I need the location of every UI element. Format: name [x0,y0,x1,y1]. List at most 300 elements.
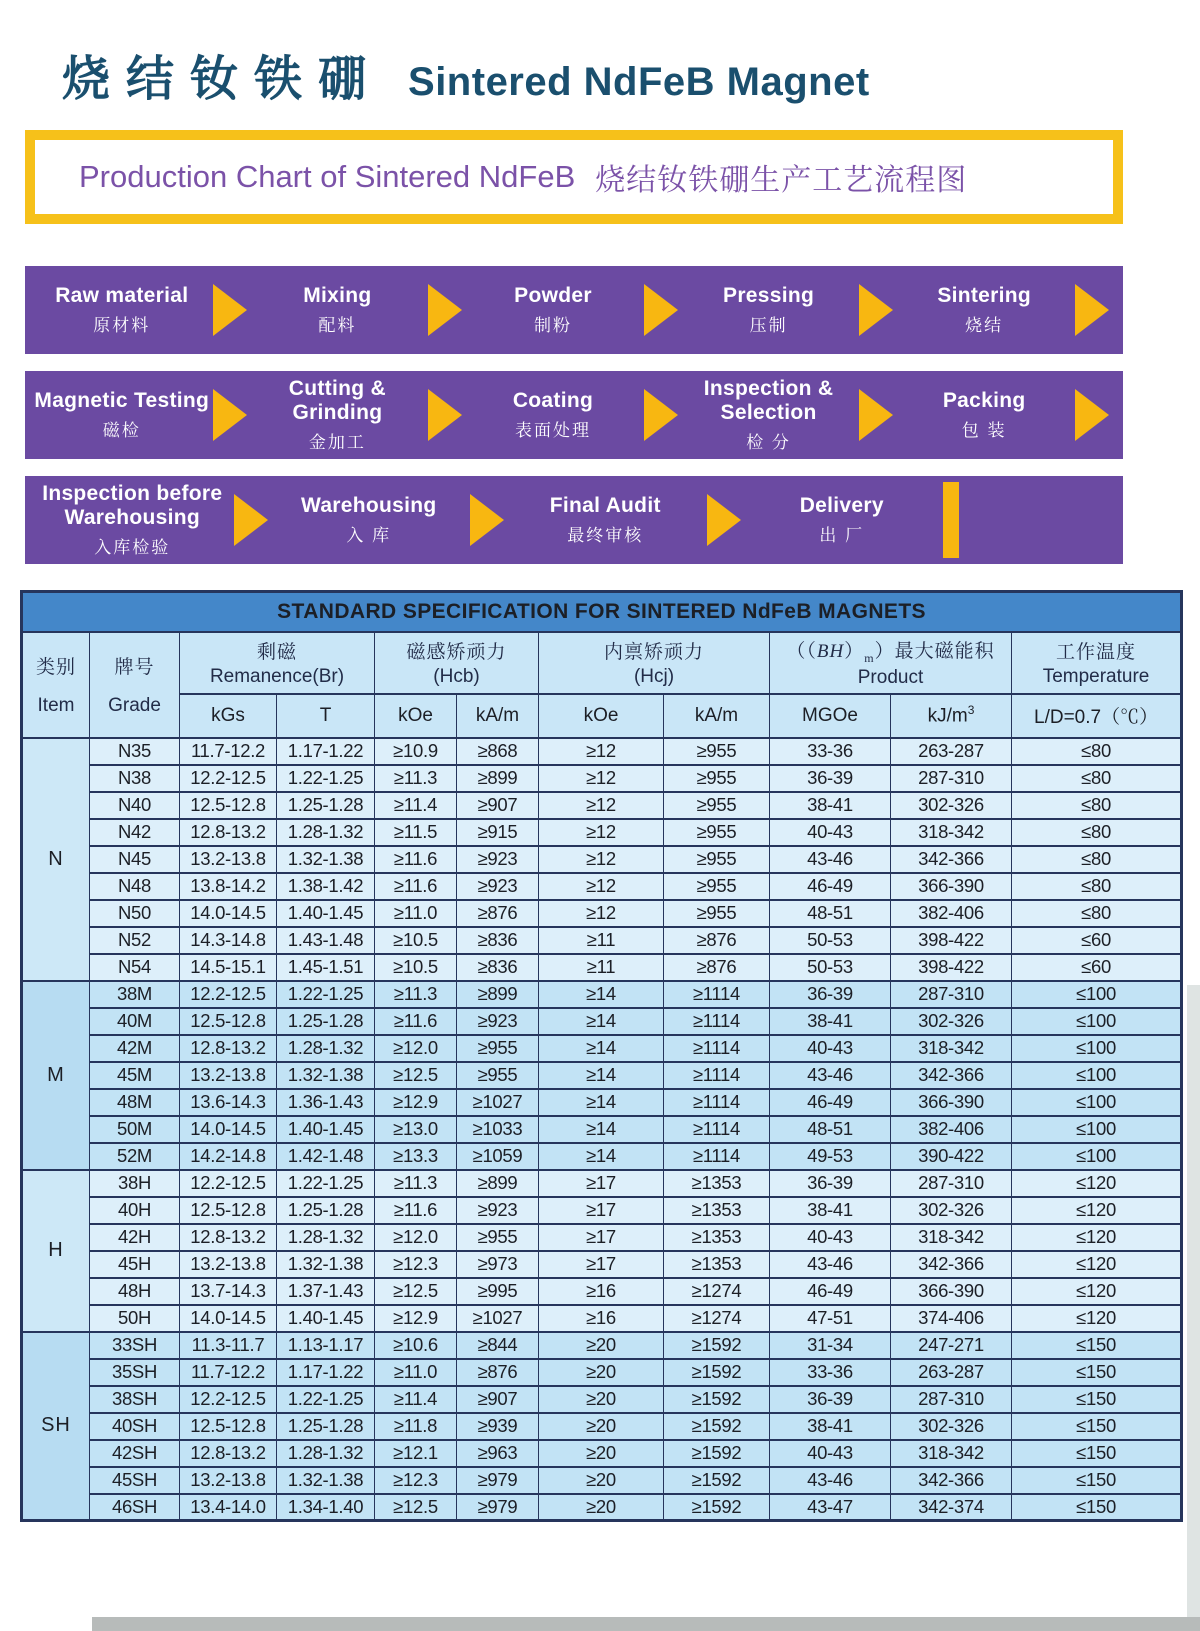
data-cell: 47-51 [770,1305,891,1332]
flow-step-powder [462,284,644,336]
grade-cell: 45SH [90,1467,180,1494]
data-cell: ≥1353 [664,1197,770,1224]
data-cell: ≥13.3 [375,1143,457,1170]
flow-step-label-zh: 金加工 [308,432,366,452]
data-cell: 382-406 [891,1116,1012,1143]
data-cell: ≤150 [1012,1332,1182,1359]
data-cell: ≥11.6 [375,1008,457,1035]
data-cell: ≤80 [1012,873,1182,900]
data-cell: ≥14 [539,1143,664,1170]
data-cell: 13.2-13.8 [180,1251,277,1278]
arrow-right-icon [234,494,268,546]
table-row-33sh [22,1332,1182,1359]
table-row-42m [22,1035,1182,1062]
data-cell: ≥1592 [664,1359,770,1386]
unit-hcj-koe: kOe [539,694,664,738]
data-cell: ≥10.9 [375,738,457,765]
table-row-42h [22,1224,1182,1251]
flow-step-label-zh: 表面处理 [514,420,591,440]
data-cell: ≥11.3 [375,765,457,792]
flow-step-sintering [893,284,1075,336]
table-header-units [22,694,1182,738]
grade-cell: N42 [90,819,180,846]
flow-step-packing [893,389,1075,441]
data-cell: ≥876 [664,954,770,981]
data-cell: ≤80 [1012,819,1182,846]
data-cell: ≤150 [1012,1440,1182,1467]
data-cell: ≥14 [539,1035,664,1062]
grade-cell: 42M [90,1035,180,1062]
data-cell: 1.34-1.40 [277,1494,375,1521]
data-cell: ≥876 [457,900,539,927]
unit-kgs: kGs [180,694,277,738]
data-cell: ≥923 [457,1008,539,1035]
grade-cell: 40SH [90,1413,180,1440]
table-row-52m [22,1143,1182,1170]
data-cell: ≥876 [457,1359,539,1386]
scan-edge-right [1187,985,1200,1617]
data-cell: ≥17 [539,1224,664,1251]
data-cell: ≥12.5 [375,1062,457,1089]
data-cell: 12.2-12.5 [180,765,277,792]
grade-cell: N52 [90,927,180,954]
data-cell: ≥17 [539,1170,664,1197]
data-cell: ≥955 [664,900,770,927]
arrow-right-icon [213,284,247,336]
page-title [0,0,1200,109]
flow-step-label-zh: 入库检验 [94,537,171,557]
data-cell: ≥1592 [664,1332,770,1359]
data-cell: ≥907 [457,792,539,819]
unit-hcb-kam: kA/m [457,694,539,738]
data-cell: ≥14 [539,1008,664,1035]
data-cell: 46-49 [770,873,891,900]
data-cell: 318-342 [891,819,1012,846]
data-cell: 1.40-1.45 [277,1305,375,1332]
table-row-38h [22,1170,1182,1197]
col-header-remanence: 剩磁 Remanence(Br) [180,632,375,694]
data-cell: 1.40-1.45 [277,1116,375,1143]
data-cell: 318-342 [891,1440,1012,1467]
table-row-48h [22,1278,1182,1305]
item-group-m: M [22,981,90,1170]
data-cell: ≥13.0 [375,1116,457,1143]
data-cell: 43-46 [770,1467,891,1494]
data-cell: ≥963 [457,1440,539,1467]
data-cell: ≥955 [664,765,770,792]
data-cell: 49-53 [770,1143,891,1170]
data-cell: ≥11.0 [375,900,457,927]
data-cell: 1.36-1.43 [277,1089,375,1116]
spec-table [20,590,1183,1522]
data-cell: 14.0-14.5 [180,1305,277,1332]
end-bar-icon [943,482,959,558]
data-cell: ≤100 [1012,1008,1182,1035]
data-cell: 1.13-1.17 [277,1332,375,1359]
data-cell: 1.32-1.38 [277,1062,375,1089]
item-group-h: H [22,1170,90,1332]
data-cell: 398-422 [891,927,1012,954]
table-row-n54 [22,954,1182,981]
table-row-40m [22,1008,1182,1035]
data-cell: ≤100 [1012,1116,1182,1143]
data-cell: ≥11.4 [375,792,457,819]
data-cell: 43-46 [770,1062,891,1089]
arrow-right-icon [644,389,678,441]
data-cell: 12.2-12.5 [180,981,277,1008]
data-cell: 302-326 [891,1008,1012,1035]
table-row-n42 [22,819,1182,846]
data-cell: ≥14 [539,1089,664,1116]
page-title-en: Sintered NdFeB Magnet [408,60,870,104]
grade-cell: 42SH [90,1440,180,1467]
data-cell: 1.22-1.25 [277,765,375,792]
data-cell: 38-41 [770,1008,891,1035]
table-row-50m [22,1116,1182,1143]
unit-t: T [277,694,375,738]
unit-kjm3: $kJ/m^3$ [891,694,1012,738]
table-row-45h [22,1251,1182,1278]
data-cell: 12.8-13.2 [180,1440,277,1467]
data-cell: 36-39 [770,1170,891,1197]
data-cell: 1.40-1.45 [277,900,375,927]
grade-cell: 38H [90,1170,180,1197]
flow-step-label-zh: 烧结 [965,315,1004,335]
data-cell: 263-287 [891,738,1012,765]
flow-step-label-en: Delivery [799,494,884,518]
data-cell: ≥12.0 [375,1035,457,1062]
data-cell: ≥11.3 [375,981,457,1008]
data-cell: ≥12 [539,819,664,846]
table-title: STANDARD SPECIFICATION FOR SINTERED NdFeB MAGNETS [22,592,1182,632]
data-cell: ≥20 [539,1413,664,1440]
data-cell: 374-406 [891,1305,1012,1332]
flow-step-inspection-selection [678,377,860,452]
flow-step-label-zh: 配料 [318,315,357,335]
data-cell: 13.2-13.8 [180,1062,277,1089]
data-cell: 1.38-1.42 [277,873,375,900]
table-row-48m [22,1089,1182,1116]
data-cell: ≥923 [457,846,539,873]
data-cell: ≥979 [457,1494,539,1521]
data-cell: ≤80 [1012,792,1182,819]
arrow-right-icon [859,389,893,441]
col-header-grade-en: Grade [108,695,161,716]
flow-step-label-zh: 磁检 [102,420,141,440]
data-cell: ≤80 [1012,738,1182,765]
data-cell: ≥11.0 [375,1359,457,1386]
data-cell: ≤150 [1012,1467,1182,1494]
flow-step-label-en: Powder [514,284,592,308]
data-cell: 342-366 [891,846,1012,873]
data-cell: 13.8-14.2 [180,873,277,900]
data-cell: ≥17 [539,1251,664,1278]
data-cell: 1.28-1.32 [277,819,375,846]
data-cell: ≥1114 [664,1116,770,1143]
data-cell: ≥14 [539,1116,664,1143]
grade-cell: 42H [90,1224,180,1251]
data-cell: ≥1353 [664,1251,770,1278]
data-cell: 1.25-1.28 [277,1413,375,1440]
data-cell: ≤120 [1012,1278,1182,1305]
data-cell: ≥10.5 [375,954,457,981]
table-row-42sh [22,1440,1182,1467]
grade-cell: 38SH [90,1386,180,1413]
scan-edge-bottom [92,1617,1200,1631]
data-cell: 40-43 [770,1440,891,1467]
data-cell: 38-41 [770,1197,891,1224]
arrow-right-icon [707,494,741,546]
data-cell: 46-49 [770,1089,891,1116]
data-cell: 12.8-13.2 [180,1224,277,1251]
table-row-50h [22,1305,1182,1332]
data-cell: ≤100 [1012,1143,1182,1170]
data-cell: 40-43 [770,819,891,846]
data-cell: 12.2-12.5 [180,1170,277,1197]
data-cell: 12.2-12.5 [180,1386,277,1413]
flow-step-mixing [247,284,429,336]
grade-cell: 46SH [90,1494,180,1521]
data-cell: 247-271 [891,1332,1012,1359]
arrow-right-icon [644,284,678,336]
data-cell: 50-53 [770,954,891,981]
arrow-right-icon [428,389,462,441]
data-cell: 1.37-1.43 [277,1278,375,1305]
data-cell: ≥12 [539,765,664,792]
data-cell: ≥836 [457,954,539,981]
grade-cell: N40 [90,792,180,819]
flow-step-label-en: Raw material [55,284,189,308]
data-cell: ≥923 [457,1197,539,1224]
item-group-sh: SH [22,1332,90,1521]
grade-cell: 35SH [90,1359,180,1386]
data-cell: ≥11 [539,927,664,954]
unit-ld-temp: L/D=0.7（℃） [1012,694,1182,738]
data-cell: ≥1059 [457,1143,539,1170]
col-header-grade [90,632,180,738]
flow-step-label-en: Magnetic Testing [34,389,210,413]
data-cell: ≥1027 [457,1089,539,1116]
data-cell: ≥995 [457,1278,539,1305]
data-cell: ≥955 [457,1062,539,1089]
data-cell: 366-390 [891,873,1012,900]
data-cell: ≥12 [539,846,664,873]
data-cell: 38-41 [770,1413,891,1440]
unit-mgoe: MGOe [770,694,891,738]
banner-title-en: Production Chart of Sintered NdFeB [79,159,576,194]
data-cell: ≥11.4 [375,1386,457,1413]
data-cell: ≥844 [457,1332,539,1359]
flow-band-2 [25,371,1123,459]
table-row-38sh [22,1386,1182,1413]
data-cell: 40-43 [770,1224,891,1251]
data-cell: ≤60 [1012,927,1182,954]
data-cell: ≥907 [457,1386,539,1413]
data-cell: ≥12.9 [375,1089,457,1116]
data-cell: 36-39 [770,981,891,1008]
data-cell: ≥20 [539,1359,664,1386]
table-row-38m [22,981,1182,1008]
data-cell: ≥899 [457,981,539,1008]
grade-cell: 52M [90,1143,180,1170]
data-cell: 14.5-15.1 [180,954,277,981]
data-cell: 342-366 [891,1467,1012,1494]
grade-cell: N38 [90,765,180,792]
table-row-n52 [22,927,1182,954]
data-cell: ≥1033 [457,1116,539,1143]
table-row-n45 [22,846,1182,873]
flow-step-label-en: Coating [512,389,594,413]
data-cell: 287-310 [891,981,1012,1008]
flow-step-coating [462,389,644,441]
data-cell: ≥11.8 [375,1413,457,1440]
data-cell: ≤100 [1012,1062,1182,1089]
grade-cell: 50M [90,1116,180,1143]
data-cell: ≥1592 [664,1386,770,1413]
data-cell: ≥12 [539,873,664,900]
data-cell: 11.7-12.2 [180,1359,277,1386]
data-cell: ≥10.5 [375,927,457,954]
flow-step-raw-material [31,284,213,336]
data-cell: ≤80 [1012,846,1182,873]
data-cell: 382-406 [891,900,1012,927]
flow-step-label-zh: 制粉 [533,315,572,335]
table-row-45m [22,1062,1182,1089]
table-row-40sh [22,1413,1182,1440]
table-row-n38 [22,765,1182,792]
data-cell: 38-41 [770,792,891,819]
data-cell: ≤150 [1012,1386,1182,1413]
data-cell: ≥1353 [664,1224,770,1251]
data-cell: ≥955 [664,819,770,846]
flow-step-label-en: Packing [942,389,1026,413]
data-cell: 342-374 [891,1494,1012,1521]
data-cell: 43-47 [770,1494,891,1521]
data-cell: 302-326 [891,792,1012,819]
flow-band-1 [25,266,1123,354]
col-header-item-en: Item [37,695,75,716]
data-cell: ≥12.5 [375,1278,457,1305]
data-cell: 43-46 [770,1251,891,1278]
grade-cell: N35 [90,738,180,765]
data-cell: 1.32-1.38 [277,1467,375,1494]
data-cell: ≥1353 [664,1170,770,1197]
data-cell: ≥20 [539,1467,664,1494]
flow-step-inspection-before-warehousing [31,482,234,557]
data-cell: ≥16 [539,1278,664,1305]
data-cell: 13.4-14.0 [180,1494,277,1521]
data-cell: ≥20 [539,1440,664,1467]
data-cell: 12.5-12.8 [180,792,277,819]
data-cell: 1.22-1.25 [277,981,375,1008]
data-cell: ≥12.1 [375,1440,457,1467]
table-row-46sh [22,1494,1182,1521]
banner-title-zh: 烧结钕铁硼生产工艺流程图 [595,164,968,197]
data-cell: 287-310 [891,765,1012,792]
data-cell: ≤120 [1012,1224,1182,1251]
flow-step-label-en: Warehousing [300,494,437,518]
flow-step-label-en: Mixing [303,284,372,308]
data-cell: 1.22-1.25 [277,1170,375,1197]
data-cell: 13.7-14.3 [180,1278,277,1305]
unit-hcj-kam: kA/m [664,694,770,738]
flow-step-label-en: Inspection before Warehousing [42,482,223,529]
data-cell: ≤120 [1012,1305,1182,1332]
data-cell: ≥955 [664,873,770,900]
data-cell: 31-34 [770,1332,891,1359]
data-cell: ≥11 [539,954,664,981]
data-cell: 1.25-1.28 [277,1197,375,1224]
data-cell: 342-366 [891,1251,1012,1278]
data-cell: ≤100 [1012,1035,1182,1062]
data-cell: 14.0-14.5 [180,900,277,927]
data-cell: ≤150 [1012,1359,1182,1386]
data-cell: 1.17-1.22 [277,738,375,765]
data-cell: 11.7-12.2 [180,738,277,765]
arrow-right-icon [1075,389,1109,441]
data-cell: ≥11.6 [375,873,457,900]
flow-step-label-zh: 压制 [749,315,788,335]
item-group-n: N [22,738,90,981]
data-cell: 14.3-14.8 [180,927,277,954]
data-cell: ≥1592 [664,1494,770,1521]
table-header-groups [22,632,1182,694]
data-cell: 40-43 [770,1035,891,1062]
grade-cell: 48M [90,1089,180,1116]
data-cell: 13.6-14.3 [180,1089,277,1116]
data-cell: ≥12.5 [375,1494,457,1521]
data-cell: ≤150 [1012,1494,1182,1521]
data-cell: 36-39 [770,765,891,792]
bh-symbol: BH [816,640,845,662]
data-cell: 287-310 [891,1170,1012,1197]
data-cell: 318-342 [891,1224,1012,1251]
table-row-n40 [22,792,1182,819]
data-cell: 33-36 [770,1359,891,1386]
data-cell: 1.28-1.32 [277,1035,375,1062]
unit-hcb-koe: kOe [375,694,457,738]
grade-cell: 48H [90,1278,180,1305]
flow-step-label-en: Pressing [723,284,815,308]
table-title-row [22,592,1182,632]
data-cell: ≤100 [1012,1089,1182,1116]
col-header-hcj: 内禀矫顽力 (Hcj) [539,632,770,694]
grade-cell: N50 [90,900,180,927]
grade-cell: N48 [90,873,180,900]
data-cell: 1.25-1.28 [277,792,375,819]
data-cell: 12.8-13.2 [180,819,277,846]
grade-cell: 40M [90,1008,180,1035]
table-row-n50 [22,900,1182,927]
grade-cell: 38M [90,981,180,1008]
arrow-right-icon [470,494,504,546]
data-cell: ≥955 [664,738,770,765]
data-cell: 11.3-11.7 [180,1332,277,1359]
data-cell: ≤150 [1012,1413,1182,1440]
data-cell: ≥868 [457,738,539,765]
data-cell: 1.25-1.28 [277,1008,375,1035]
data-cell: ≥16 [539,1305,664,1332]
data-cell: ≥876 [664,927,770,954]
flow-step-label-zh: 原材料 [93,315,151,335]
grade-cell: 45M [90,1062,180,1089]
data-cell: ≥1114 [664,1062,770,1089]
data-cell: 1.43-1.48 [277,927,375,954]
grade-cell: 33SH [90,1332,180,1359]
grade-cell: 40H [90,1197,180,1224]
col-header-item-zh: 类别 [35,657,76,678]
data-cell: ≥12.9 [375,1305,457,1332]
